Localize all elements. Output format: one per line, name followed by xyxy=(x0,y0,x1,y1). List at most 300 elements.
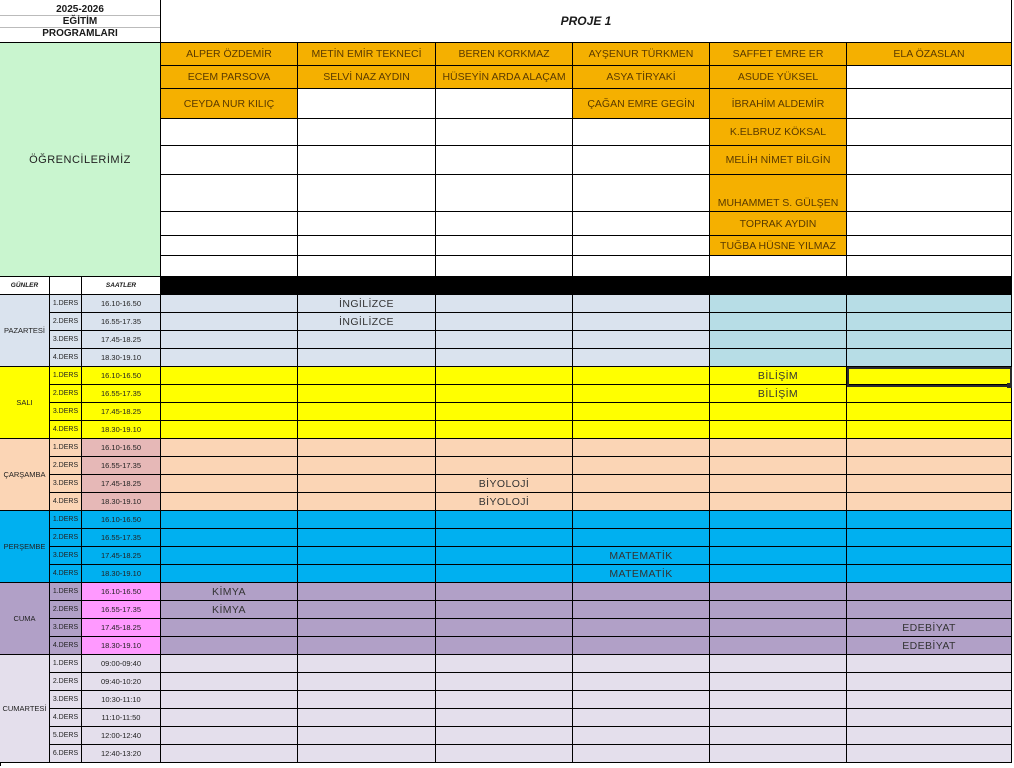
lesson-time[interactable] xyxy=(82,601,161,619)
student-cell[interactable] xyxy=(847,43,1012,66)
fill-handle[interactable] xyxy=(1007,383,1012,388)
empty-slot[interactable] xyxy=(298,511,436,529)
empty-slot[interactable] xyxy=(161,295,298,313)
student-cell-text: HÜSEYİN ARDA ALAÇAM xyxy=(442,71,566,83)
empty-slot[interactable] xyxy=(847,421,1012,439)
empty-slot[interactable] xyxy=(710,655,847,673)
lesson-time-text: 16.55-17.35 xyxy=(100,461,142,470)
empty-slot[interactable] xyxy=(436,691,573,709)
empty-slot[interactable] xyxy=(710,403,847,421)
empty-slot[interactable] xyxy=(161,331,298,349)
student-cell[interactable] xyxy=(573,89,710,119)
empty-slot[interactable] xyxy=(847,691,1012,709)
course-slot-text: İNGİLİZCE xyxy=(339,297,394,310)
empty-slot[interactable] xyxy=(710,475,847,493)
lesson-number-text: 4.DERS xyxy=(52,642,79,649)
empty-slot[interactable] xyxy=(847,583,1012,601)
lesson-number-text: 3.DERS xyxy=(52,336,79,343)
empty-student-cell[interactable] xyxy=(298,212,436,236)
course-slot[interactable] xyxy=(710,367,847,385)
empty-student-cell[interactable] xyxy=(298,236,436,256)
lesson-number[interactable] xyxy=(50,565,82,583)
empty-slot[interactable] xyxy=(847,601,1012,619)
empty-slot[interactable] xyxy=(710,421,847,439)
empty-student-cell[interactable] xyxy=(298,89,436,119)
empty-slot[interactable] xyxy=(161,547,298,565)
day-label xyxy=(0,367,50,439)
student-cell[interactable] xyxy=(573,43,710,66)
empty-student-cell[interactable] xyxy=(573,175,710,212)
empty-slot[interactable] xyxy=(161,727,298,745)
student-cell[interactable] xyxy=(710,146,847,175)
empty-slot[interactable] xyxy=(710,331,847,349)
empty-slot[interactable] xyxy=(436,673,573,691)
empty-slot[interactable] xyxy=(573,349,710,367)
empty-slot[interactable] xyxy=(436,439,573,457)
lesson-time[interactable] xyxy=(82,655,161,673)
empty-student-cell[interactable] xyxy=(161,212,298,236)
empty-slot[interactable] xyxy=(436,331,573,349)
empty-student-cell[interactable] xyxy=(847,256,1012,277)
empty-slot[interactable] xyxy=(161,403,298,421)
student-cell[interactable] xyxy=(710,89,847,119)
empty-slot[interactable] xyxy=(847,529,1012,547)
lesson-time[interactable] xyxy=(82,403,161,421)
lesson-number-text: 1.DERS xyxy=(52,588,79,595)
student-cell-text: TUĞBA HÜSNE YILMAZ xyxy=(720,239,836,252)
course-slot[interactable] xyxy=(847,619,1012,637)
lesson-time[interactable] xyxy=(82,583,161,601)
student-cell[interactable] xyxy=(298,66,436,89)
empty-slot[interactable] xyxy=(710,349,847,367)
empty-slot[interactable] xyxy=(436,727,573,745)
empty-slot[interactable] xyxy=(573,673,710,691)
empty-student-cell[interactable] xyxy=(436,236,573,256)
empty-student-cell[interactable] xyxy=(298,119,436,146)
empty-slot[interactable] xyxy=(298,475,436,493)
student-cell-text: ASUDE YÜKSEL xyxy=(737,71,819,83)
empty-student-cell[interactable] xyxy=(436,256,573,277)
student-cell[interactable] xyxy=(710,175,847,212)
empty-slot[interactable] xyxy=(161,565,298,583)
lesson-number[interactable] xyxy=(50,295,82,313)
empty-slot[interactable] xyxy=(847,493,1012,511)
empty-slot[interactable] xyxy=(161,511,298,529)
empty-slot[interactable] xyxy=(573,619,710,637)
empty-slot[interactable] xyxy=(161,745,298,763)
empty-slot[interactable] xyxy=(436,601,573,619)
lesson-number[interactable] xyxy=(50,601,82,619)
lesson-time[interactable] xyxy=(82,475,161,493)
course-slot[interactable] xyxy=(847,637,1012,655)
days-header-text: GÜNLER xyxy=(10,282,39,289)
lesson-number[interactable] xyxy=(50,583,82,601)
empty-slot[interactable] xyxy=(161,655,298,673)
empty-slot[interactable] xyxy=(436,421,573,439)
empty-slot[interactable] xyxy=(161,637,298,655)
empty-slot[interactable] xyxy=(847,403,1012,421)
empty-slot[interactable] xyxy=(436,745,573,763)
lesson-number[interactable] xyxy=(50,511,82,529)
empty-slot[interactable] xyxy=(298,457,436,475)
empty-slot[interactable] xyxy=(710,295,847,313)
empty-slot[interactable] xyxy=(710,619,847,637)
course-slot-text: BİYOLOJİ xyxy=(478,495,530,508)
empty-slot[interactable] xyxy=(436,511,573,529)
empty-student-cell[interactable] xyxy=(436,212,573,236)
empty-slot[interactable] xyxy=(710,745,847,763)
student-cell[interactable] xyxy=(573,66,710,89)
lesson-number[interactable] xyxy=(50,475,82,493)
empty-student-cell[interactable] xyxy=(847,66,1012,89)
lesson-time[interactable] xyxy=(82,511,161,529)
student-cell-text: ECEM PARSOVA xyxy=(187,71,271,83)
empty-student-cell[interactable] xyxy=(161,236,298,256)
empty-student-cell[interactable] xyxy=(161,175,298,212)
empty-slot[interactable] xyxy=(710,565,847,583)
empty-student-cell[interactable] xyxy=(573,212,710,236)
lesson-number-text: 3.DERS xyxy=(52,552,79,559)
student-cell[interactable] xyxy=(710,236,847,256)
empty-slot[interactable] xyxy=(847,439,1012,457)
lesson-number-text: 1.DERS xyxy=(52,372,79,379)
course-slot-text: KİMYA xyxy=(212,603,246,616)
lesson-time[interactable] xyxy=(82,637,161,655)
empty-student-cell[interactable] xyxy=(573,236,710,256)
empty-student-cell[interactable] xyxy=(161,119,298,146)
course-slot-text: İNGİLİZCE xyxy=(339,315,394,328)
course-slot[interactable] xyxy=(573,547,710,565)
lesson-time[interactable] xyxy=(82,295,161,313)
lesson-number[interactable] xyxy=(50,313,82,331)
empty-slot[interactable] xyxy=(436,655,573,673)
lesson-time[interactable] xyxy=(82,727,161,745)
empty-slot[interactable] xyxy=(847,565,1012,583)
empty-slot[interactable] xyxy=(710,439,847,457)
empty-slot[interactable] xyxy=(161,691,298,709)
empty-slot[interactable] xyxy=(573,493,710,511)
empty-slot[interactable] xyxy=(436,295,573,313)
empty-slot[interactable] xyxy=(710,673,847,691)
empty-slot[interactable] xyxy=(161,349,298,367)
course-slot-text: BİLİŞİM xyxy=(757,369,799,382)
empty-student-cell[interactable] xyxy=(573,146,710,175)
empty-slot[interactable] xyxy=(161,439,298,457)
lesson-time[interactable] xyxy=(82,529,161,547)
empty-slot[interactable] xyxy=(573,367,710,385)
program-title-line: 2025-2026 xyxy=(0,4,160,16)
student-cell[interactable] xyxy=(161,43,298,66)
empty-slot[interactable] xyxy=(847,511,1012,529)
empty-slot[interactable] xyxy=(161,709,298,727)
empty-slot[interactable] xyxy=(298,673,436,691)
lesson-number-text: 4.DERS xyxy=(52,498,79,505)
empty-slot[interactable] xyxy=(710,511,847,529)
empty-slot[interactable] xyxy=(298,349,436,367)
empty-slot[interactable] xyxy=(573,421,710,439)
empty-slot[interactable] xyxy=(710,457,847,475)
empty-slot[interactable] xyxy=(298,385,436,403)
empty-slot[interactable] xyxy=(161,475,298,493)
lesson-time[interactable] xyxy=(82,547,161,565)
empty-student-cell[interactable] xyxy=(847,212,1012,236)
lesson-number[interactable] xyxy=(50,691,82,709)
course-slot[interactable] xyxy=(436,475,573,493)
empty-slot[interactable] xyxy=(573,727,710,745)
course-slot[interactable] xyxy=(161,583,298,601)
student-cell-text: K.ELBRUZ KÖKSAL xyxy=(729,126,827,138)
empty-slot[interactable] xyxy=(710,691,847,709)
empty-student-cell[interactable] xyxy=(298,175,436,212)
lesson-number-text: 3.DERS xyxy=(52,480,79,487)
lesson-time[interactable] xyxy=(82,331,161,349)
lesson-time[interactable] xyxy=(82,349,161,367)
empty-slot[interactable] xyxy=(436,637,573,655)
empty-slot[interactable] xyxy=(298,421,436,439)
empty-slot[interactable] xyxy=(298,727,436,745)
lesson-time[interactable] xyxy=(82,457,161,475)
empty-slot[interactable] xyxy=(436,313,573,331)
student-cell[interactable] xyxy=(298,43,436,66)
empty-slot[interactable] xyxy=(573,709,710,727)
course-slot[interactable] xyxy=(161,601,298,619)
empty-slot[interactable] xyxy=(436,709,573,727)
empty-slot[interactable] xyxy=(710,637,847,655)
empty-slot[interactable] xyxy=(298,709,436,727)
empty-slot[interactable] xyxy=(847,313,1012,331)
empty-slot[interactable] xyxy=(573,295,710,313)
course-slot[interactable] xyxy=(710,385,847,403)
student-cell[interactable] xyxy=(710,212,847,236)
empty-slot[interactable] xyxy=(847,295,1012,313)
lesson-time[interactable] xyxy=(82,313,161,331)
lesson-time[interactable] xyxy=(82,691,161,709)
course-slot[interactable] xyxy=(436,493,573,511)
empty-student-cell[interactable] xyxy=(847,119,1012,146)
empty-student-cell[interactable] xyxy=(847,146,1012,175)
empty-slot[interactable] xyxy=(298,619,436,637)
empty-slot[interactable] xyxy=(298,331,436,349)
empty-slot[interactable] xyxy=(847,655,1012,673)
course-slot[interactable] xyxy=(573,565,710,583)
empty-slot[interactable] xyxy=(573,403,710,421)
lesson-number[interactable] xyxy=(50,349,82,367)
student-cell[interactable] xyxy=(161,66,298,89)
empty-slot[interactable] xyxy=(161,493,298,511)
course-slot[interactable] xyxy=(298,313,436,331)
empty-slot[interactable] xyxy=(573,313,710,331)
lesson-time[interactable] xyxy=(82,673,161,691)
course-slot-text: KİMYA xyxy=(212,585,246,598)
lesson-number-text: 2.DERS xyxy=(52,678,79,685)
student-cell[interactable] xyxy=(161,89,298,119)
empty-slot[interactable] xyxy=(298,529,436,547)
empty-slot[interactable] xyxy=(161,313,298,331)
empty-slot[interactable] xyxy=(573,511,710,529)
empty-slot[interactable] xyxy=(298,583,436,601)
empty-student-cell[interactable] xyxy=(436,146,573,175)
lesson-time[interactable] xyxy=(82,745,161,763)
empty-slot[interactable] xyxy=(161,529,298,547)
empty-slot[interactable] xyxy=(573,529,710,547)
lesson-time[interactable] xyxy=(82,385,161,403)
lesson-number[interactable] xyxy=(50,619,82,637)
empty-slot[interactable] xyxy=(161,457,298,475)
lesson-number[interactable] xyxy=(50,655,82,673)
empty-slot[interactable] xyxy=(436,457,573,475)
empty-student-cell[interactable] xyxy=(847,236,1012,256)
lesson-number[interactable] xyxy=(50,367,82,385)
empty-slot[interactable] xyxy=(710,727,847,745)
empty-slot[interactable] xyxy=(573,439,710,457)
lesson-time-text: 11:10-11:50 xyxy=(101,713,141,722)
empty-slot[interactable] xyxy=(436,349,573,367)
empty-slot[interactable] xyxy=(298,691,436,709)
lesson-number[interactable] xyxy=(50,709,82,727)
lesson-time[interactable] xyxy=(82,709,161,727)
students-label xyxy=(0,43,161,277)
empty-student-cell[interactable] xyxy=(436,89,573,119)
empty-slot[interactable] xyxy=(161,421,298,439)
empty-slot[interactable] xyxy=(710,547,847,565)
empty-slot[interactable] xyxy=(298,403,436,421)
empty-slot[interactable] xyxy=(436,403,573,421)
student-cell[interactable] xyxy=(436,43,573,66)
lesson-time-text: 10:30-11:10 xyxy=(101,695,141,704)
student-cell-text: İBRAHİM ALDEMİR xyxy=(731,97,825,110)
lesson-time[interactable] xyxy=(82,367,161,385)
day-label-text: PERŞEMBE xyxy=(3,542,46,551)
empty-slot[interactable] xyxy=(573,457,710,475)
empty-student-cell[interactable] xyxy=(847,89,1012,119)
empty-student-cell[interactable] xyxy=(298,256,436,277)
empty-slot[interactable] xyxy=(436,385,573,403)
empty-slot[interactable] xyxy=(710,529,847,547)
empty-slot[interactable] xyxy=(847,727,1012,745)
empty-slot[interactable] xyxy=(847,349,1012,367)
empty-slot[interactable] xyxy=(298,493,436,511)
student-cell-text: SELVİ NAZ AYDIN xyxy=(323,71,410,83)
empty-slot[interactable] xyxy=(436,547,573,565)
empty-slot[interactable] xyxy=(436,367,573,385)
lesson-number[interactable] xyxy=(50,745,82,763)
student-cell[interactable] xyxy=(710,119,847,146)
empty-student-cell[interactable] xyxy=(710,256,847,277)
empty-slot[interactable] xyxy=(710,313,847,331)
empty-slot[interactable] xyxy=(573,745,710,763)
empty-slot[interactable] xyxy=(161,367,298,385)
empty-student-cell[interactable] xyxy=(573,119,710,146)
lesson-number[interactable] xyxy=(50,727,82,745)
empty-slot[interactable] xyxy=(298,367,436,385)
empty-slot[interactable] xyxy=(710,601,847,619)
empty-slot[interactable] xyxy=(573,385,710,403)
lesson-time-text: 18.30-19.10 xyxy=(100,497,142,506)
empty-slot[interactable] xyxy=(298,547,436,565)
student-cell[interactable] xyxy=(710,43,847,66)
empty-slot[interactable] xyxy=(436,529,573,547)
empty-slot[interactable] xyxy=(847,547,1012,565)
lesson-number[interactable] xyxy=(50,403,82,421)
empty-slot[interactable] xyxy=(847,457,1012,475)
student-cell[interactable] xyxy=(710,66,847,89)
empty-student-cell[interactable] xyxy=(161,146,298,175)
empty-slot[interactable] xyxy=(847,475,1012,493)
lesson-time-text: 16.10-16.50 xyxy=(100,515,142,524)
empty-slot[interactable] xyxy=(847,331,1012,349)
lesson-time[interactable] xyxy=(82,421,161,439)
lesson-number[interactable] xyxy=(50,673,82,691)
project-title-text: PROJE 1 xyxy=(560,14,612,28)
course-slot[interactable] xyxy=(298,295,436,313)
student-cell[interactable] xyxy=(436,66,573,89)
empty-slot[interactable] xyxy=(847,709,1012,727)
empty-slot[interactable] xyxy=(161,673,298,691)
lesson-time[interactable] xyxy=(82,565,161,583)
empty-slot[interactable] xyxy=(847,367,1012,385)
empty-slot[interactable] xyxy=(573,331,710,349)
lesson-number[interactable] xyxy=(50,547,82,565)
empty-slot[interactable] xyxy=(298,439,436,457)
empty-slot[interactable] xyxy=(298,601,436,619)
empty-slot[interactable] xyxy=(298,745,436,763)
empty-slot[interactable] xyxy=(161,385,298,403)
empty-slot[interactable] xyxy=(710,709,847,727)
lesson-time[interactable] xyxy=(82,493,161,511)
empty-student-cell[interactable] xyxy=(436,119,573,146)
lesson-number[interactable] xyxy=(50,385,82,403)
empty-student-cell[interactable] xyxy=(573,256,710,277)
empty-slot[interactable] xyxy=(573,691,710,709)
empty-slot[interactable] xyxy=(847,745,1012,763)
lesson-time-text: 12:00-12:40 xyxy=(100,731,142,740)
empty-slot[interactable] xyxy=(573,637,710,655)
lesson-number[interactable] xyxy=(50,421,82,439)
lesson-time[interactable] xyxy=(82,439,161,457)
empty-slot[interactable] xyxy=(847,673,1012,691)
empty-student-cell[interactable] xyxy=(847,175,1012,212)
lesson-number[interactable] xyxy=(50,457,82,475)
lesson-number[interactable] xyxy=(50,529,82,547)
lesson-time-text: 16.55-17.35 xyxy=(100,533,142,542)
lesson-number[interactable] xyxy=(50,637,82,655)
lesson-number-text: 3.DERS xyxy=(52,696,79,703)
empty-slot[interactable] xyxy=(573,583,710,601)
empty-slot[interactable] xyxy=(573,601,710,619)
lesson-time-text: 16.55-17.35 xyxy=(100,317,142,326)
empty-student-cell[interactable] xyxy=(298,146,436,175)
empty-slot[interactable] xyxy=(436,565,573,583)
lesson-number[interactable] xyxy=(50,493,82,511)
empty-slot[interactable] xyxy=(573,655,710,673)
empty-slot[interactable] xyxy=(161,619,298,637)
empty-slot[interactable] xyxy=(436,583,573,601)
empty-slot[interactable] xyxy=(847,385,1012,403)
lesson-number[interactable] xyxy=(50,439,82,457)
empty-student-cell[interactable] xyxy=(161,256,298,277)
empty-slot[interactable] xyxy=(573,475,710,493)
lesson-time[interactable] xyxy=(82,619,161,637)
lesson-number[interactable] xyxy=(50,331,82,349)
empty-student-cell[interactable] xyxy=(436,175,573,212)
empty-slot[interactable] xyxy=(298,637,436,655)
empty-slot[interactable] xyxy=(298,565,436,583)
empty-slot[interactable] xyxy=(710,493,847,511)
empty-slot[interactable] xyxy=(298,655,436,673)
lesson-number-text: 3.DERS xyxy=(52,408,79,415)
empty-slot[interactable] xyxy=(436,619,573,637)
empty-slot[interactable] xyxy=(710,583,847,601)
